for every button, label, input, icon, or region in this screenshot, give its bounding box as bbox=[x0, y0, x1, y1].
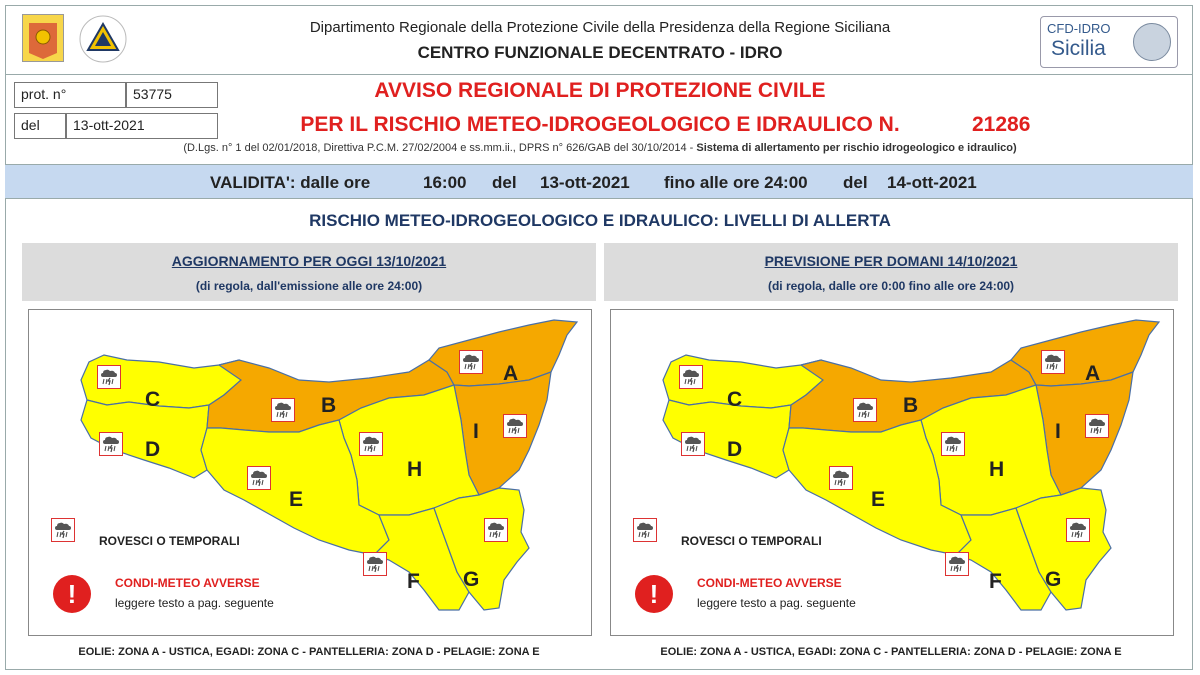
notice-subtitle: PER IL RISCHIO METEO-IDROGEOLOGICO E IDRAULICO N. bbox=[300, 113, 900, 136]
validity-del-1: del bbox=[492, 173, 517, 192]
date-label: del bbox=[14, 113, 66, 139]
panel-tomorrow-footer: EOLIE: ZONA A - USTICA, EGADI: ZONA C - PANTELLERIA: ZONA D - PELAGIE: ZONA E bbox=[660, 646, 1122, 658]
storm-cloud-icon bbox=[945, 552, 969, 576]
cfd-logo-bottom: Sicilia bbox=[1051, 37, 1106, 60]
cfd-emblem-icon bbox=[1133, 23, 1171, 61]
warning-title: CONDI-METEO AVVERSE bbox=[115, 576, 260, 590]
notice-number: 21286 bbox=[972, 113, 1031, 136]
validity-from-time: 16:00 bbox=[423, 173, 467, 192]
cfd-logo-top: CFD-IDRO bbox=[1047, 21, 1111, 36]
storm-cloud-icon bbox=[97, 365, 121, 389]
department-name: Dipartimento Regionale della Protezione Civile della Presidenza della Regione Siciliana bbox=[309, 19, 891, 36]
panel-today-header bbox=[22, 243, 596, 301]
zone-g-label: G bbox=[463, 568, 480, 591]
storm-cloud-icon bbox=[853, 398, 877, 422]
section-title: RISCHIO METEO-IDROGEOLOGICO E IDRAULICO: LIVELLI DI ALLERTA bbox=[309, 211, 891, 230]
zone-a-label: A bbox=[503, 362, 519, 385]
zone-c-label: C bbox=[727, 388, 743, 411]
panel-tomorrow-map bbox=[610, 309, 1174, 636]
storm-cloud-icon bbox=[271, 398, 295, 422]
panel-today-footer: EOLIE: ZONA A - USTICA, EGADI: ZONA C - PANTELLERIA: ZONA D - PELAGIE: ZONA E bbox=[78, 646, 540, 658]
sicily-map bbox=[611, 310, 1175, 637]
warning-title: CONDI-METEO AVVERSE bbox=[697, 576, 842, 590]
zone-i-label: I bbox=[473, 420, 479, 443]
validity-from-date: 13-ott-2021 bbox=[540, 173, 630, 192]
storm-cloud-icon bbox=[99, 432, 123, 456]
legal-references bbox=[0, 142, 1200, 154]
panel-tomorrow-subheading: (di regola, dalle ore 0:00 fino alle ore 24:00) bbox=[767, 279, 1015, 293]
storm-cloud-icon bbox=[679, 365, 703, 389]
storm-cloud-icon bbox=[503, 414, 527, 438]
storm-cloud-icon bbox=[1066, 518, 1090, 542]
zone-b-label: B bbox=[321, 394, 337, 417]
prot-value: 53775 bbox=[126, 82, 218, 108]
exclamation-icon: ! bbox=[53, 575, 91, 613]
zone-g-label: G bbox=[1045, 568, 1062, 591]
notice-title: AVVISO REGIONALE DI PROTEZIONE CIVILE bbox=[374, 79, 826, 102]
zone-h-label: H bbox=[407, 458, 423, 481]
zone-b-label: B bbox=[903, 394, 919, 417]
zone-f-label: F bbox=[989, 570, 1002, 593]
zone-e-label: E bbox=[289, 488, 304, 511]
legal-references-system: Sistema di allertamento per rischio idrogeologico e idraulico) bbox=[696, 142, 1017, 154]
validity-label: VALIDITA': dalle ore bbox=[210, 173, 371, 192]
storm-cloud-icon bbox=[359, 432, 383, 456]
sicily-map bbox=[29, 310, 593, 637]
storm-cloud-icon bbox=[484, 518, 508, 542]
panel-today-subheading: (di regola, dall'emissione alle ore 24:00) bbox=[195, 279, 423, 293]
storm-cloud-icon bbox=[941, 432, 965, 456]
warning-text: leggere testo a pag. seguente bbox=[115, 596, 274, 610]
storm-cloud-icon bbox=[829, 466, 853, 490]
validity-to-date: 14-ott-2021 bbox=[887, 173, 977, 192]
zone-i-label: I bbox=[1055, 420, 1061, 443]
zone-d-label: D bbox=[727, 438, 743, 461]
storm-cloud-icon bbox=[247, 466, 271, 490]
storm-cloud-icon bbox=[1041, 350, 1065, 374]
storm-cloud-icon bbox=[1085, 414, 1109, 438]
warning-text: leggere testo a pag. seguente bbox=[697, 596, 856, 610]
zone-h-label: H bbox=[989, 458, 1005, 481]
storm-cloud-icon bbox=[681, 432, 705, 456]
civil-protection-logo bbox=[78, 14, 128, 64]
region-sicily-logo bbox=[22, 14, 64, 62]
exclamation-icon: ! bbox=[635, 575, 673, 613]
legend-storm-cloud-icon bbox=[633, 518, 657, 542]
legal-references-text: (D.Lgs. n° 1 del 02/01/2018, Direttiva P.C.M. 27/02/2004 e ss.mm.ii., DPRS n° 626/GAB del 30/10/2014 - bbox=[183, 142, 697, 154]
prot-label: prot. n° bbox=[14, 82, 126, 108]
zone-c-label: C bbox=[145, 388, 161, 411]
legend-storm-cloud-icon bbox=[51, 518, 75, 542]
storm-cloud-icon bbox=[459, 350, 483, 374]
center-name: CENTRO FUNZIONALE DECENTRATO - IDRO bbox=[417, 43, 783, 62]
header-divider bbox=[5, 74, 1193, 75]
panel-tomorrow-heading: PREVISIONE PER DOMANI 14/10/2021 bbox=[764, 253, 1018, 269]
panel-today-map bbox=[28, 309, 592, 636]
zone-a-label: A bbox=[1085, 362, 1101, 385]
date-value: 13-ott-2021 bbox=[66, 113, 218, 139]
zone-e-label: E bbox=[871, 488, 886, 511]
validity-until: fino alle ore 24:00 bbox=[664, 173, 808, 192]
storm-cloud-icon bbox=[363, 552, 387, 576]
cfd-idro-logo bbox=[1040, 16, 1178, 68]
panel-tomorrow-header bbox=[604, 243, 1178, 301]
legend-label: ROVESCI O TEMPORALI bbox=[99, 534, 240, 548]
panel-today-heading: AGGIORNAMENTO PER OGGI 13/10/2021 bbox=[171, 253, 447, 269]
zone-f-label: F bbox=[407, 570, 420, 593]
legend-label: ROVESCI O TEMPORALI bbox=[681, 534, 822, 548]
validity-band bbox=[5, 164, 1193, 199]
zone-d-label: D bbox=[145, 438, 161, 461]
validity-del-2: del bbox=[843, 173, 868, 192]
